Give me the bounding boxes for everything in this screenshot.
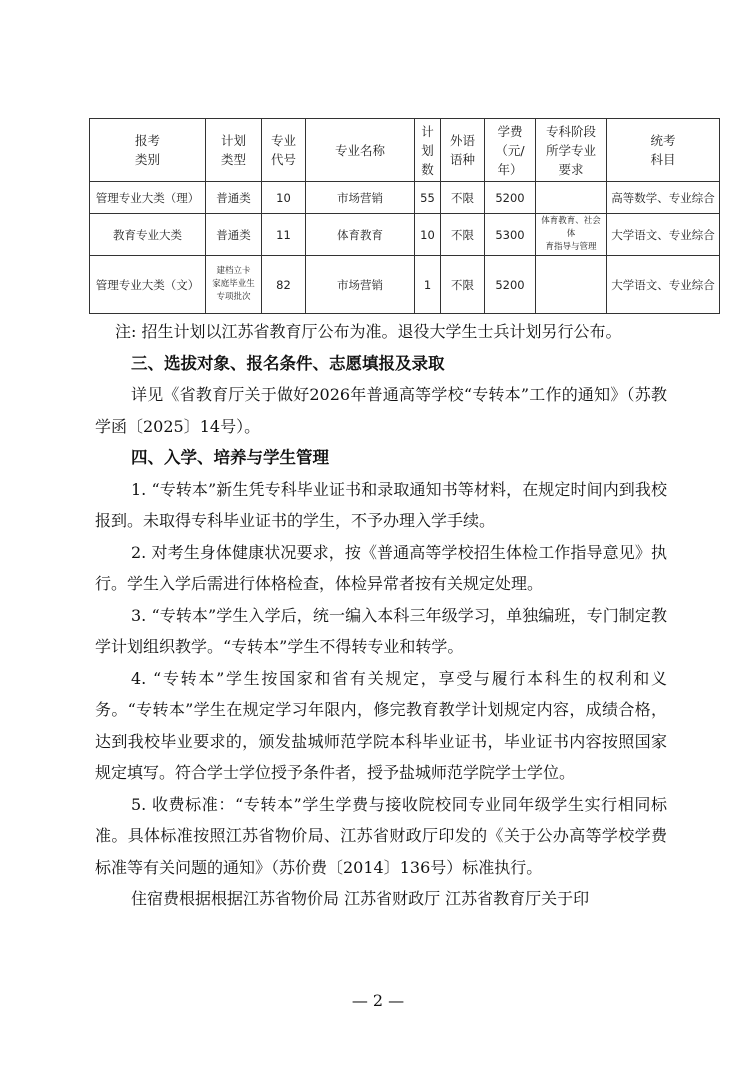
cell-exams: 大学语文、专业综合 xyxy=(607,214,720,256)
cell-fee: 5200 xyxy=(485,256,536,314)
cell-count: 1 xyxy=(415,256,441,314)
enrollment-plan-table xyxy=(89,118,720,314)
table-note: 注: 招生计划以江苏省教育厅公布为准。退役大学生士兵计划另行公布。 xyxy=(115,322,622,341)
cell-category: 教育专业大类 xyxy=(90,214,206,256)
cell-fee: 5200 xyxy=(485,182,536,214)
cell-category: 管理专业大类（理） xyxy=(90,182,206,214)
cell-category: 管理专业大类（文） xyxy=(90,256,206,314)
table-row xyxy=(90,182,720,214)
paragraph-2: 2. 对考生身体健康状况要求，按《普通高等学校招生体检工作指导意见》执行。学生入学后需进行体格检查，体检异常者按有关规定处理。 xyxy=(95,542,667,593)
header-language: 外语 语种 xyxy=(441,119,485,182)
section-4-heading: 四、入学、培养与学生管理 xyxy=(131,448,329,467)
section-3-heading: 三、选拔对象、报名条件、志愿填报及录取 xyxy=(131,353,445,373)
header-requirement: 专科阶段 所学专业 要求 xyxy=(536,119,607,182)
header-category: 报考 类别 xyxy=(90,119,206,182)
table-header-row xyxy=(90,119,720,182)
cell-language: 不限 xyxy=(441,214,485,256)
cell-fee: 5300 xyxy=(485,214,536,256)
cell-exams: 高等数学、专业综合 xyxy=(607,182,720,214)
cell-exams: 大学语文、专业综合 xyxy=(607,256,720,314)
header-major-code: 专业 代号 xyxy=(262,119,306,182)
paragraph-1: 1. “专转本”新生凭专科毕业证书和录取通知书等材料，在规定时间内到我校报到。未取得专科毕业证书的学生，不予办理入学手续。 xyxy=(95,479,667,530)
cell-plan-type: 普通类 xyxy=(206,214,262,256)
header-plan-type: 计划 类型 xyxy=(206,119,262,182)
header-exams: 统考 科目 xyxy=(607,119,720,182)
cell-language: 不限 xyxy=(441,256,485,314)
cell-major: 市场营销 xyxy=(306,182,415,214)
cell-code: 11 xyxy=(262,214,306,256)
document-body xyxy=(95,316,667,915)
cell-requirement: 体育教育、社会体 育指导与管理 xyxy=(536,214,607,256)
cell-code: 82 xyxy=(262,256,306,314)
table-row xyxy=(90,214,720,256)
cell-major: 市场营销 xyxy=(306,256,415,314)
cell-language: 不限 xyxy=(441,182,485,214)
cell-major: 体育教育 xyxy=(306,214,415,256)
cell-plan-type: 普通类 xyxy=(206,182,262,214)
cell-requirement xyxy=(536,182,607,214)
cell-requirement xyxy=(536,256,607,314)
header-plan-count: 计 划 数 xyxy=(415,119,441,182)
paragraph-3: 3. “专转本”学生入学后，统一编入本科三年级学习，单独编班，专门制定教学计划组织教学。“专转本”学生不得转专业和转学。 xyxy=(95,605,667,656)
table-row xyxy=(90,256,720,314)
header-major-name: 专业名称 xyxy=(306,119,415,182)
paragraph-6: 住宿费根据根据江苏省物价局 江苏省财政厅 江苏省教育厅关于印 xyxy=(131,889,590,908)
cell-count: 55 xyxy=(415,182,441,214)
section-3-paragraph: 详见《省教育厅关于做好2026年普通高等学校“专转本”工作的通知》（苏教学函〔2025〕14号）。 xyxy=(95,385,667,436)
page-number: — 2 — xyxy=(351,991,405,1010)
cell-code: 10 xyxy=(262,182,306,214)
paragraph-4: 4. “专转本”学生按国家和省有关规定，享受与履行本科生的权利和义务。“专转本”学生在规定学习年限内，修完教育教学计划规定内容，成绩合格，达到我校毕业要求的，颁发盐城师范学院本科毕业证书，毕业证书内容按照国家规定填写。符合学士学位授予条件者，授予盐城师范学院学士学位。 xyxy=(95,668,667,782)
cell-plan-type: 建档立卡 家庭毕业生 专项批次 xyxy=(206,256,262,314)
paragraph-5: 5. 收费标准：“专转本”学生学费与接收院校同专业同年级学生实行相同标准。具体标准按照江苏省物价局、江苏省财政厅印发的《关于公办高等学校学费标准等有关问题的通知》（苏价费〔2014〕136号）标准执行。 xyxy=(95,794,667,877)
header-tuition: 学费 （元/ 年） xyxy=(485,119,536,182)
cell-count: 10 xyxy=(415,214,441,256)
